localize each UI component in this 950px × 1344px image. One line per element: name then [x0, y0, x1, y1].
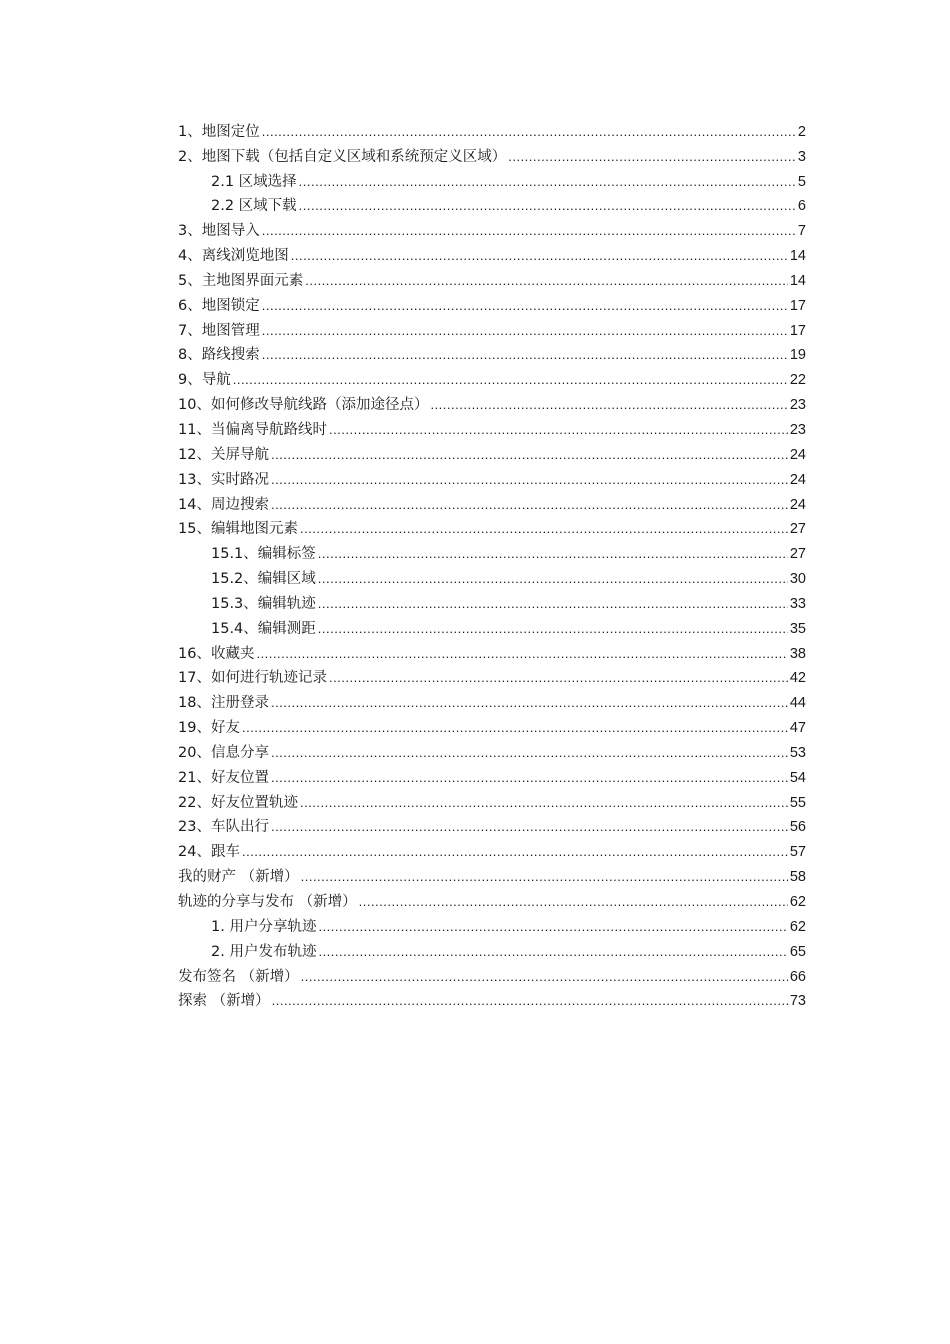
toc-dot-leader	[262, 296, 788, 316]
toc-entry-title: 15.4、编辑测距	[211, 620, 316, 637]
toc-dot-leader	[291, 246, 788, 266]
toc-entry-title: 1. 用户分享轨迹	[211, 918, 317, 935]
toc-entry-title: 16、收藏夹	[178, 645, 255, 662]
toc-entry-page-number: 66	[789, 968, 806, 985]
toc-entry-page-number: 53	[789, 744, 806, 761]
toc-entry-title: 12、关屏导航	[178, 446, 269, 463]
toc-entry-title: 24、跟车	[178, 844, 240, 861]
toc-dot-leader	[272, 991, 788, 1011]
toc-entry[interactable]	[178, 564, 806, 589]
toc-entry-page-number: 57	[789, 844, 806, 861]
toc-entry-page-number: 54	[789, 769, 806, 786]
toc-dot-leader	[262, 345, 788, 365]
toc-entry-page-number: 14	[789, 248, 806, 265]
toc-entry-title: 19、好友	[178, 720, 240, 737]
toc-entry-title: 5、主地图界面元素	[178, 272, 304, 289]
toc-entry-title: 22、好友位置轨迹	[178, 794, 298, 811]
toc-dot-leader	[430, 395, 787, 415]
toc-entry-title: 轨迹的分享与发布 （新增）	[178, 894, 357, 910]
toc-entry-title: 2、地图下载（包括自定义区域和系统预定义区域）	[178, 148, 507, 165]
toc-entry-page-number: 58	[789, 869, 806, 886]
toc-entry[interactable]	[178, 539, 806, 564]
toc-entry-page-number: 19	[789, 347, 806, 364]
toc-entry[interactable]	[178, 962, 806, 987]
toc-entry-page-number: 7	[797, 223, 806, 240]
toc-entry[interactable]	[178, 142, 806, 167]
toc-dot-leader	[301, 967, 788, 987]
toc-entry-title: 4、离线浏览地图	[178, 248, 289, 265]
toc-entry-page-number: 38	[789, 645, 806, 662]
toc-entry[interactable]	[178, 291, 806, 316]
toc-entry-page-number: 6	[797, 198, 806, 215]
toc-entry[interactable]	[178, 192, 806, 217]
toc-entry[interactable]	[178, 117, 806, 142]
toc-entry-title: 2. 用户发布轨迹	[211, 943, 317, 960]
toc-entry-page-number: 17	[789, 322, 806, 339]
toc-dot-leader	[299, 196, 796, 216]
toc-dot-leader	[300, 519, 788, 539]
toc-entry-page-number: 27	[789, 546, 806, 563]
toc-entry[interactable]	[178, 788, 806, 813]
toc-entry[interactable]	[178, 415, 806, 440]
toc-entry[interactable]	[178, 167, 806, 192]
toc-dot-leader	[318, 569, 788, 589]
toc-entry-page-number: 23	[789, 421, 806, 438]
toc-entry-title: 15.1、编辑标签	[211, 546, 316, 563]
toc-entry[interactable]	[178, 614, 806, 639]
toc-entry-title: 15.3、编辑轨迹	[211, 595, 316, 612]
toc-entry-title: 8、路线搜索	[178, 347, 260, 364]
toc-entry[interactable]	[178, 515, 806, 540]
toc-entry-page-number: 62	[789, 918, 806, 935]
toc-entry-page-number: 55	[789, 794, 806, 811]
toc-entry[interactable]	[178, 490, 806, 515]
toc-dot-leader	[329, 668, 788, 688]
toc-entry-title: 2.2 区域下载	[211, 198, 297, 215]
table-of-contents	[178, 117, 806, 1011]
toc-entry-page-number: 33	[789, 595, 806, 612]
toc-entry-title: 1、地图定位	[178, 123, 260, 140]
toc-entry[interactable]	[178, 341, 806, 366]
toc-entry[interactable]	[178, 713, 806, 738]
toc-dot-leader	[271, 470, 788, 490]
toc-dot-leader	[508, 147, 796, 167]
toc-dot-leader	[271, 768, 788, 788]
toc-entry[interactable]	[178, 241, 806, 266]
toc-dot-leader	[318, 942, 787, 962]
toc-entry[interactable]	[178, 365, 806, 390]
toc-entry-page-number: 24	[789, 446, 806, 463]
toc-entry-title: 我的财产 （新增）	[178, 869, 299, 886]
toc-entry[interactable]	[178, 316, 806, 341]
toc-entry-title: 17、如何进行轨迹记录	[178, 670, 327, 687]
toc-entry[interactable]	[178, 266, 806, 291]
toc-entry-title: 11、当偏离导航路线时	[178, 421, 327, 438]
toc-entry-page-number: 65	[789, 943, 806, 960]
toc-entry-page-number: 23	[789, 397, 806, 414]
toc-entry[interactable]	[178, 763, 806, 788]
toc-entry-page-number: 30	[789, 571, 806, 588]
toc-entry-title: 3、地图导入	[178, 223, 260, 240]
toc-entry[interactable]	[178, 987, 806, 1012]
toc-dot-leader	[242, 718, 788, 738]
toc-entry-page-number: 35	[789, 620, 806, 637]
toc-dot-leader	[318, 619, 788, 639]
toc-entry-page-number: 2	[797, 123, 806, 140]
toc-entry-page-number: 73	[789, 993, 806, 1010]
toc-dot-leader	[305, 271, 788, 291]
toc-entry[interactable]	[178, 589, 806, 614]
toc-entry-title: 9、导航	[178, 372, 231, 389]
toc-dot-leader	[262, 221, 796, 241]
toc-dot-leader	[318, 594, 788, 614]
toc-entry-page-number: 5	[797, 173, 806, 190]
toc-dot-leader	[359, 892, 788, 912]
toc-entry-title: 15.2、编辑区域	[211, 571, 316, 588]
toc-entry[interactable]	[178, 390, 806, 415]
toc-dot-leader	[242, 842, 788, 862]
toc-entry[interactable]	[178, 738, 806, 763]
toc-entry-title: 20、信息分享	[178, 744, 269, 761]
toc-entry-page-number: 56	[789, 819, 806, 836]
toc-entry-title: 6、地图锁定	[178, 297, 260, 314]
toc-entry[interactable]	[178, 465, 806, 490]
toc-dot-leader	[329, 420, 788, 440]
toc-entry-page-number: 24	[789, 496, 806, 513]
toc-entry-page-number: 62	[789, 894, 806, 910]
toc-dot-leader	[301, 867, 788, 887]
toc-entry[interactable]	[178, 639, 806, 664]
toc-dot-leader	[233, 370, 788, 390]
toc-entry[interactable]	[178, 440, 806, 465]
toc-dot-leader	[299, 172, 796, 192]
toc-entry[interactable]	[178, 216, 806, 241]
toc-dot-leader	[256, 644, 787, 664]
toc-dot-leader	[271, 693, 788, 713]
toc-entry-page-number: 14	[789, 272, 806, 289]
toc-dot-leader	[318, 544, 788, 564]
toc-entry-page-number: 24	[789, 471, 806, 488]
toc-entry-title: 发布签名 （新增）	[178, 968, 299, 985]
toc-entry-page-number: 42	[789, 670, 806, 687]
toc-entry[interactable]	[178, 887, 806, 912]
toc-entry-title: 探索 （新增）	[178, 993, 270, 1010]
toc-entry[interactable]	[178, 688, 806, 713]
toc-entry-page-number: 17	[789, 297, 806, 314]
toc-entry-page-number: 3	[797, 148, 806, 165]
toc-entry[interactable]	[178, 837, 806, 862]
toc-entry-title: 2.1 区域选择	[211, 173, 297, 190]
toc-dot-leader	[318, 917, 787, 937]
toc-entry[interactable]	[178, 862, 806, 887]
toc-dot-leader	[271, 817, 788, 837]
toc-entry-title: 14、周边搜索	[178, 496, 269, 513]
toc-entry-page-number: 27	[789, 521, 806, 538]
toc-dot-leader	[300, 793, 788, 813]
toc-dot-leader	[271, 445, 788, 465]
toc-entry-title: 13、实时路况	[178, 471, 269, 488]
toc-dot-leader	[271, 743, 788, 763]
toc-dot-leader	[262, 122, 796, 142]
toc-entry-page-number: 22	[789, 372, 806, 389]
toc-entry-title: 15、编辑地图元素	[178, 521, 298, 538]
toc-dot-leader	[262, 321, 788, 341]
toc-dot-leader	[271, 495, 788, 515]
toc-entry[interactable]	[178, 813, 806, 838]
toc-entry-title: 21、好友位置	[178, 769, 269, 786]
toc-entry-title: 10、如何修改导航线路（添加途径点）	[178, 397, 429, 414]
toc-entry-page-number: 47	[789, 720, 806, 737]
toc-entry[interactable]	[178, 664, 806, 689]
toc-entry-page-number: 44	[789, 695, 806, 712]
toc-entry[interactable]	[178, 937, 806, 962]
toc-entry-title: 18、注册登录	[178, 695, 269, 712]
toc-entry-title: 23、车队出行	[178, 819, 269, 836]
toc-entry[interactable]	[178, 912, 806, 937]
toc-entry-title: 7、地图管理	[178, 322, 260, 339]
